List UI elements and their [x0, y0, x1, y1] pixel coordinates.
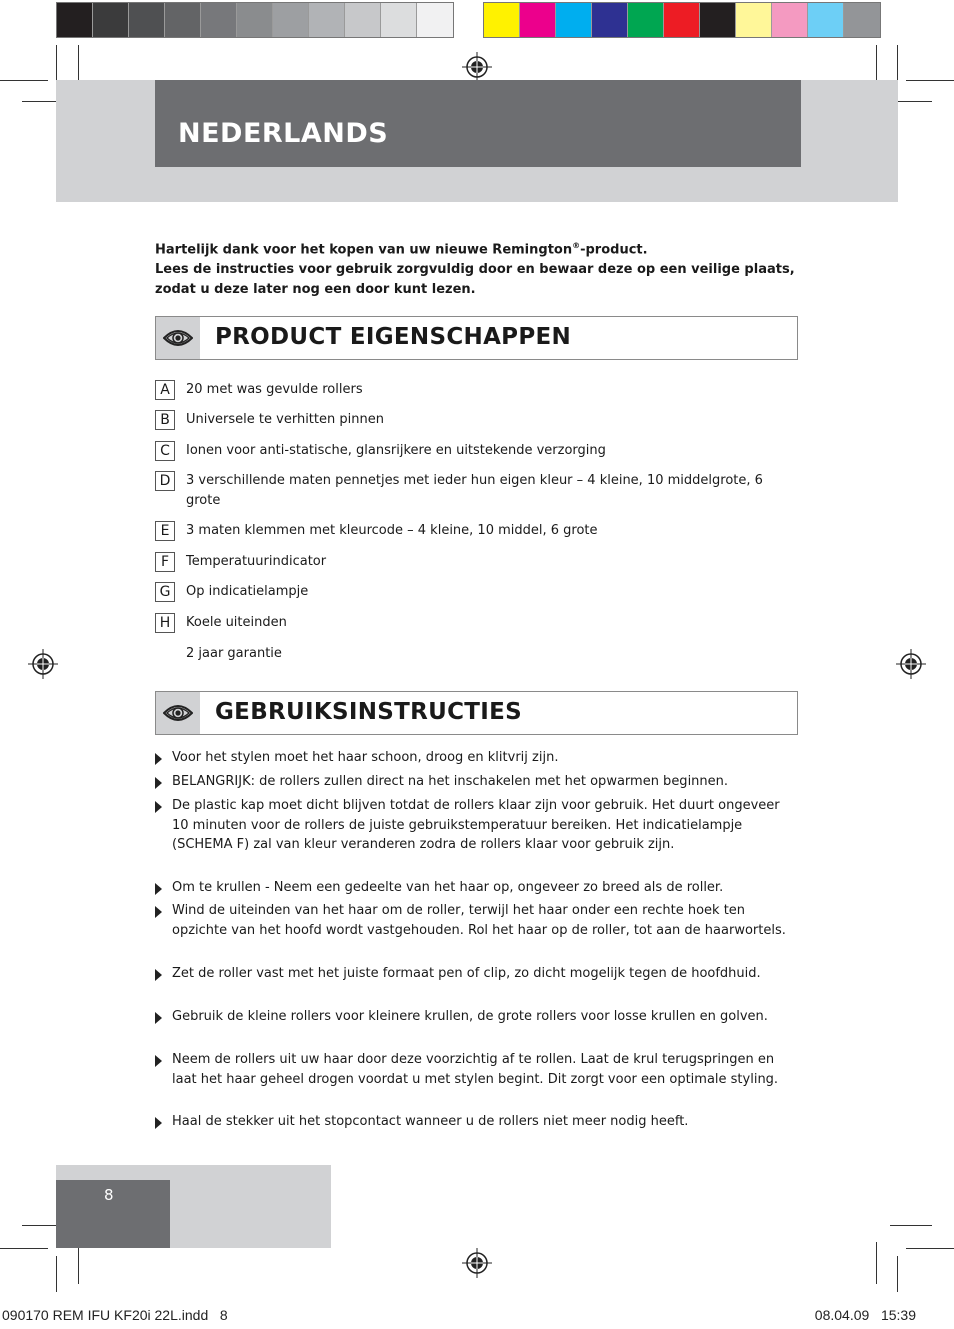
- arrow-bullet-icon: [155, 753, 162, 765]
- section-heading-instructions: [155, 691, 798, 735]
- feature-text: Koele uiteinden: [186, 615, 287, 630]
- eye-icon: [156, 317, 200, 359]
- arrow-bullet-icon: [155, 969, 162, 981]
- instruction-text: Haal de stekker uit het stopcontact wanneer u de rollers niet meer nodig heeft.: [172, 1114, 689, 1129]
- feature-text: Universele te verhitten pinnen: [186, 412, 384, 427]
- crop-mark: [906, 80, 954, 81]
- color-swatch: [736, 3, 772, 37]
- intro-thanks: Hartelijk dank voor het kopen van uw nieuwe Remington: [155, 242, 573, 258]
- feature-letter: C: [155, 441, 175, 461]
- intro-line-1: [155, 236, 795, 260]
- color-swatch: [772, 3, 808, 37]
- color-calibration-bar: [483, 2, 881, 38]
- registration-mark-icon: [462, 52, 492, 82]
- feature-text: Temperatuurindicator: [186, 554, 327, 569]
- color-swatch: [628, 3, 664, 37]
- color-swatch: [237, 3, 273, 37]
- feature-text: 3 maten klemmen met kleurcode – 4 kleine, 10 middel, 6 grote: [186, 523, 598, 538]
- color-swatch: [844, 3, 880, 37]
- crop-mark: [890, 1225, 932, 1226]
- feature-letter: F: [155, 552, 175, 572]
- page-number: 8: [104, 1186, 114, 1204]
- color-swatch: [309, 3, 345, 37]
- intro-product: -product.: [580, 242, 648, 258]
- arrow-bullet-icon: [155, 1055, 162, 1067]
- arrow-bullet-icon: [155, 1012, 162, 1024]
- instruction-text: Voor het stylen moet het haar schoon, droog en klitvrij zijn.: [172, 750, 559, 765]
- feature-letter: D: [155, 471, 175, 491]
- color-swatch: [808, 3, 844, 37]
- instruction-text: BELANGRIJK: de rollers zullen direct na het inschakelen met het opwarmen beginnen.: [172, 774, 729, 789]
- instruction-text: Gebruik de kleine rollers voor kleinere krullen, de grote rollers voor losse krullen en golven.: [172, 1009, 768, 1024]
- arrow-bullet-icon: [155, 883, 162, 895]
- intro-text: [155, 236, 795, 300]
- arrow-bullet-icon: [155, 1117, 162, 1129]
- feature-letter: A: [155, 380, 175, 400]
- feature-letter: E: [155, 521, 175, 541]
- arrow-bullet-icon: [155, 777, 162, 789]
- registration-mark-icon: [896, 649, 926, 679]
- crop-mark: [56, 45, 57, 81]
- feature-text: Op indicatielampje: [186, 584, 309, 599]
- color-swatch: [345, 3, 381, 37]
- color-swatch: [484, 3, 520, 37]
- registration-mark-icon: [462, 1248, 492, 1278]
- feature-letter: H: [155, 613, 175, 633]
- crop-mark: [897, 45, 898, 81]
- color-swatch: [165, 3, 201, 37]
- color-swatch: [664, 3, 700, 37]
- color-swatch: [129, 3, 165, 37]
- gray-calibration-bar: [56, 2, 454, 38]
- color-swatch: [417, 3, 453, 37]
- slug-date: 08.04.09 15:39: [814, 1307, 916, 1323]
- crop-mark: [876, 1242, 877, 1284]
- crop-mark: [906, 1248, 954, 1249]
- color-swatch: [520, 3, 556, 37]
- instruction-text: Wind de uiteinden van het haar om de roller, terwijl het haar onder een rechte hoek ten opzichte van het hoofd wordt vastgehouden. Rol het haar op de roller, tot aan de haarwortels.: [172, 903, 786, 938]
- color-swatch: [273, 3, 309, 37]
- crop-mark: [0, 80, 48, 81]
- color-swatch: [201, 3, 237, 37]
- section-heading-features: [155, 316, 798, 360]
- color-swatch: [592, 3, 628, 37]
- instruction-text: Zet de roller vast met het juiste formaat pen of clip, zo dicht mogelijk tegen de hoofdhuid.: [172, 966, 761, 981]
- feature-letter: B: [155, 410, 175, 430]
- intro-line-2: Lees de instructies voor gebruik zorgvuldig door en bewaar deze op een veilige plaats, zodat u deze later nog een door kunt lezen.: [155, 262, 795, 298]
- instruction-text: De plastic kap moet dicht blijven totdat de rollers klaar zijn voor gebruik. Het duurt ongeveer 10 minuten voor de rollers de juiste gebruikstemperatuur bereiken. Het indicatielampje (SCHEMA F) zal van kleur veranderen zodra de rollers klaar voor gebruik zijn.: [172, 798, 780, 852]
- arrow-bullet-icon: [155, 906, 162, 918]
- registration-mark-icon: [28, 649, 58, 679]
- instruction-text: Neem de rollers uit uw haar door deze voorzichtig af te rollen. Laat de krul terugspringen en laat het haar geheel drogen voordat u met stylen begint. Dit zorgt voor een optimale styling.: [172, 1052, 779, 1087]
- color-swatch: [556, 3, 592, 37]
- features-heading: PRODUCT EIGENSCHAPPEN: [215, 324, 572, 350]
- crop-mark: [0, 1248, 48, 1249]
- color-swatch: [700, 3, 736, 37]
- crop-mark: [56, 1256, 57, 1292]
- crop-mark: [897, 1256, 898, 1292]
- instructions-heading: GEBRUIKSINSTRUCTIES: [215, 699, 523, 725]
- feature-text: Ionen voor anti-statische, glansrijkere en uitstekende verzorging: [186, 443, 606, 458]
- registered-mark: ®: [572, 241, 581, 250]
- eye-icon: [156, 692, 200, 734]
- feature-text: 3 verschillende maten pennetjes met ieder hun eigen kleur – 4 kleine, 10 middelgrote, 6 grote: [186, 473, 763, 508]
- warranty-text: 2 jaar garantie: [186, 646, 282, 661]
- crop-mark: [78, 1242, 79, 1284]
- slug-filename: 090170 REM IFU KF20i 22L.indd 8: [2, 1307, 228, 1323]
- arrow-bullet-icon: [155, 801, 162, 813]
- feature-text: 20 met was gevulde rollers: [186, 382, 363, 397]
- language-title: NEDERLANDS: [178, 118, 389, 149]
- instruction-text: Om te krullen - Neem een gedeelte van het haar op, ongeveer zo breed als de roller.: [172, 880, 724, 895]
- feature-letter: G: [155, 582, 175, 602]
- color-swatch: [93, 3, 129, 37]
- color-swatch: [381, 3, 417, 37]
- color-swatch: [57, 3, 93, 37]
